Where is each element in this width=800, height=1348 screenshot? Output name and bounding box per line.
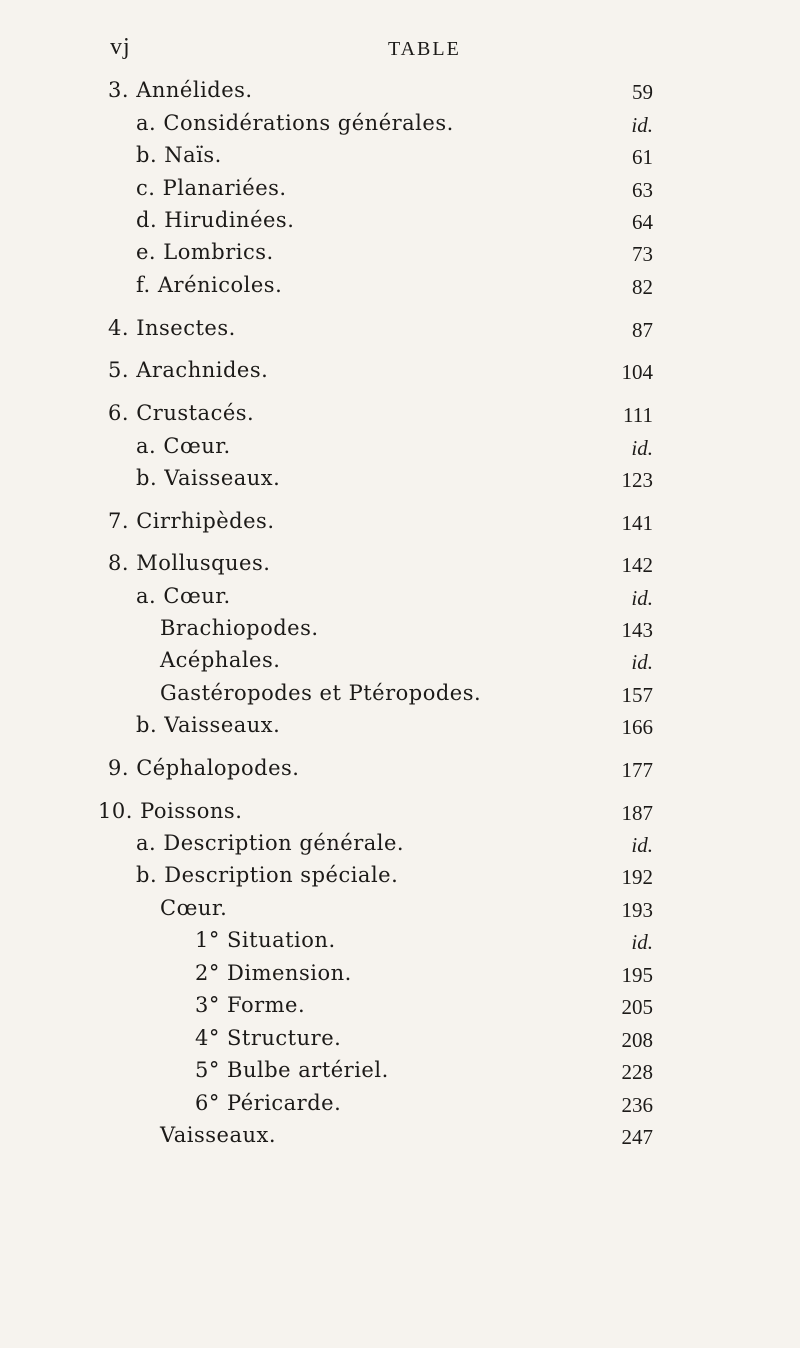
toc-entry: 4. Insectes. bbox=[108, 316, 236, 340]
toc-page: 195 bbox=[621, 963, 653, 987]
toc-entry: 3° Forme. bbox=[195, 993, 306, 1017]
toc-page: 82 bbox=[632, 275, 653, 299]
toc-entry: b. Vaisseaux. bbox=[136, 713, 281, 737]
toc-entry: Cœur. bbox=[160, 896, 228, 920]
toc-page: 63 bbox=[632, 178, 653, 202]
toc-entry: 7. Cirrhipèdes. bbox=[108, 509, 275, 533]
toc-page: 177 bbox=[621, 758, 653, 782]
toc-page: 193 bbox=[621, 898, 653, 922]
toc-entry: 3. Annélides. bbox=[108, 78, 253, 102]
toc-page: 208 bbox=[621, 1028, 653, 1052]
toc-page: 205 bbox=[621, 995, 653, 1019]
toc-page: 59 bbox=[632, 80, 653, 104]
running-head-title: TABLE bbox=[388, 38, 461, 60]
toc-entry: d. Hirudinées. bbox=[136, 208, 295, 232]
toc-page: id. bbox=[631, 113, 653, 137]
toc-entry: 9. Céphalopodes. bbox=[108, 756, 300, 780]
toc-page: 123 bbox=[621, 468, 653, 492]
toc-entry: a. Considérations générales. bbox=[136, 111, 454, 135]
toc-entry: 6. Crustacés. bbox=[108, 401, 255, 425]
toc-page: 247 bbox=[621, 1125, 653, 1149]
toc-page: 192 bbox=[621, 865, 653, 889]
toc-page: id. bbox=[631, 586, 653, 610]
toc-page: 64 bbox=[632, 210, 653, 234]
toc-entry: 1° Situation. bbox=[195, 928, 336, 952]
toc-entry: b. Vaisseaux. bbox=[136, 466, 281, 490]
toc-entry: Gastéropodes et Ptéropodes. bbox=[160, 681, 482, 705]
toc-page: 87 bbox=[632, 318, 653, 342]
toc-entry: c. Planariées. bbox=[136, 176, 287, 200]
toc-entry: Brachiopodes. bbox=[160, 616, 319, 640]
toc-entry: b. Description spéciale. bbox=[136, 863, 399, 887]
page-number: vj bbox=[110, 34, 131, 60]
toc-entry: f. Arénicoles. bbox=[136, 273, 283, 297]
toc-page: 104 bbox=[621, 360, 653, 384]
toc-page: 111 bbox=[623, 403, 653, 427]
toc-page: 157 bbox=[621, 683, 653, 707]
toc-page: 61 bbox=[632, 145, 653, 169]
toc-page: id. bbox=[631, 833, 653, 857]
toc-entry: 2° Dimension. bbox=[195, 961, 352, 985]
toc-page: 141 bbox=[621, 511, 653, 535]
toc-page: 187 bbox=[621, 801, 653, 825]
toc-entry: Vaisseaux. bbox=[160, 1123, 277, 1147]
toc-entry: 6° Péricarde. bbox=[195, 1091, 342, 1115]
toc-page: id. bbox=[631, 930, 653, 954]
toc-entry: Acéphales. bbox=[160, 648, 281, 672]
toc-entry: 4° Structure. bbox=[195, 1026, 342, 1050]
toc-page: 73 bbox=[632, 242, 653, 266]
toc-entry: a. Cœur. bbox=[136, 434, 231, 458]
toc-entry: e. Lombrics. bbox=[136, 240, 274, 264]
toc-page: 228 bbox=[621, 1060, 653, 1084]
toc-entry: 5. Arachnides. bbox=[108, 358, 269, 382]
toc-entry: b. Naïs. bbox=[136, 143, 222, 167]
toc-entry: a. Cœur. bbox=[136, 584, 231, 608]
toc-page: 166 bbox=[621, 715, 653, 739]
toc-entry: 8. Mollusques. bbox=[108, 551, 271, 575]
toc-page: id. bbox=[631, 436, 653, 460]
toc-entry: a. Description générale. bbox=[136, 831, 405, 855]
toc-page: 236 bbox=[621, 1093, 653, 1117]
toc-entry: 10. Poissons. bbox=[98, 799, 243, 823]
toc-page: id. bbox=[631, 650, 653, 674]
toc-page: 143 bbox=[621, 618, 653, 642]
toc-entry: 5° Bulbe artériel. bbox=[195, 1058, 389, 1082]
toc-page: 142 bbox=[621, 553, 653, 577]
